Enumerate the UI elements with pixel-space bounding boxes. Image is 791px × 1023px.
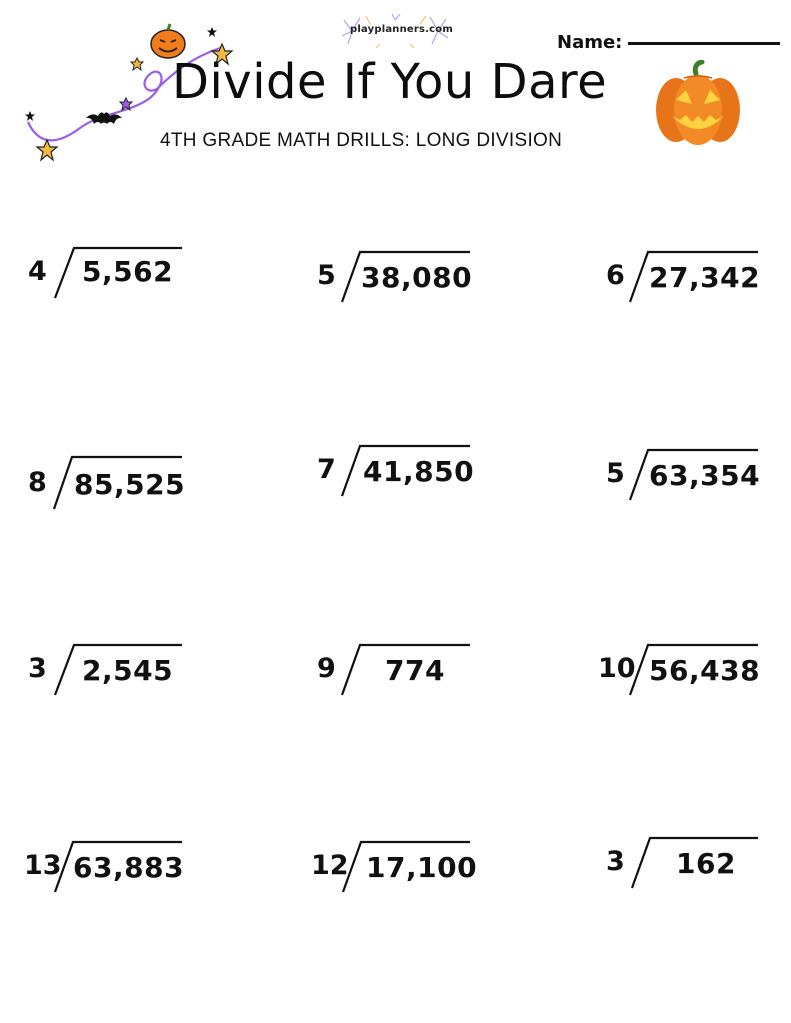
divisor: 13 bbox=[24, 850, 62, 881]
page-subtitle: 4TH GRADE MATH DRILLS: LONG DIVISION bbox=[160, 130, 563, 151]
problem-9 bbox=[598, 643, 768, 713]
dividend: 5,562 bbox=[82, 255, 174, 288]
divisor: 5 bbox=[317, 260, 336, 291]
problem-2 bbox=[317, 250, 487, 320]
divisor: 8 bbox=[28, 467, 47, 498]
name-field[interactable] bbox=[628, 42, 780, 45]
divisor: 6 bbox=[606, 260, 625, 291]
star-icon bbox=[25, 111, 35, 121]
dividend: 38,080 bbox=[361, 261, 473, 294]
problem-5 bbox=[317, 444, 487, 514]
pumpkin-icon bbox=[151, 24, 185, 58]
dividend: 162 bbox=[676, 847, 736, 880]
dividend: 56,438 bbox=[649, 654, 761, 687]
dividend: 63,354 bbox=[649, 459, 761, 492]
page-title: Divide If You Dare bbox=[172, 54, 608, 110]
problem-3 bbox=[606, 250, 776, 320]
dividend: 63,883 bbox=[73, 851, 185, 884]
dividend: 85,525 bbox=[74, 468, 186, 501]
divisor: 12 bbox=[311, 850, 349, 881]
divisor: 9 bbox=[317, 653, 336, 684]
dividend: 41,850 bbox=[363, 455, 475, 488]
problem-4 bbox=[28, 455, 198, 525]
problem-10 bbox=[24, 840, 194, 910]
problem-1 bbox=[28, 246, 198, 316]
divisor: 7 bbox=[317, 454, 336, 485]
problem-6 bbox=[606, 448, 776, 518]
dividend: 17,100 bbox=[366, 851, 478, 884]
divisor: 3 bbox=[28, 653, 47, 684]
dividend: 27,342 bbox=[649, 261, 761, 294]
problem-11 bbox=[311, 840, 481, 910]
divisor: 4 bbox=[28, 256, 47, 287]
dividend: 774 bbox=[385, 654, 445, 687]
problem-8 bbox=[317, 643, 487, 713]
name-label: Name: bbox=[557, 32, 623, 53]
divisor: 10 bbox=[598, 653, 636, 684]
dividend: 2,545 bbox=[82, 654, 174, 687]
star-icon bbox=[131, 58, 143, 70]
divisor: 5 bbox=[606, 458, 625, 489]
problem-7 bbox=[28, 643, 198, 713]
divisor: 3 bbox=[606, 846, 625, 877]
jack-o-lantern-icon bbox=[654, 60, 742, 146]
star-icon bbox=[37, 140, 57, 160]
problem-12 bbox=[606, 836, 776, 906]
star-icon bbox=[207, 27, 217, 37]
brand-logo-text: playplanners.com bbox=[350, 24, 453, 35]
